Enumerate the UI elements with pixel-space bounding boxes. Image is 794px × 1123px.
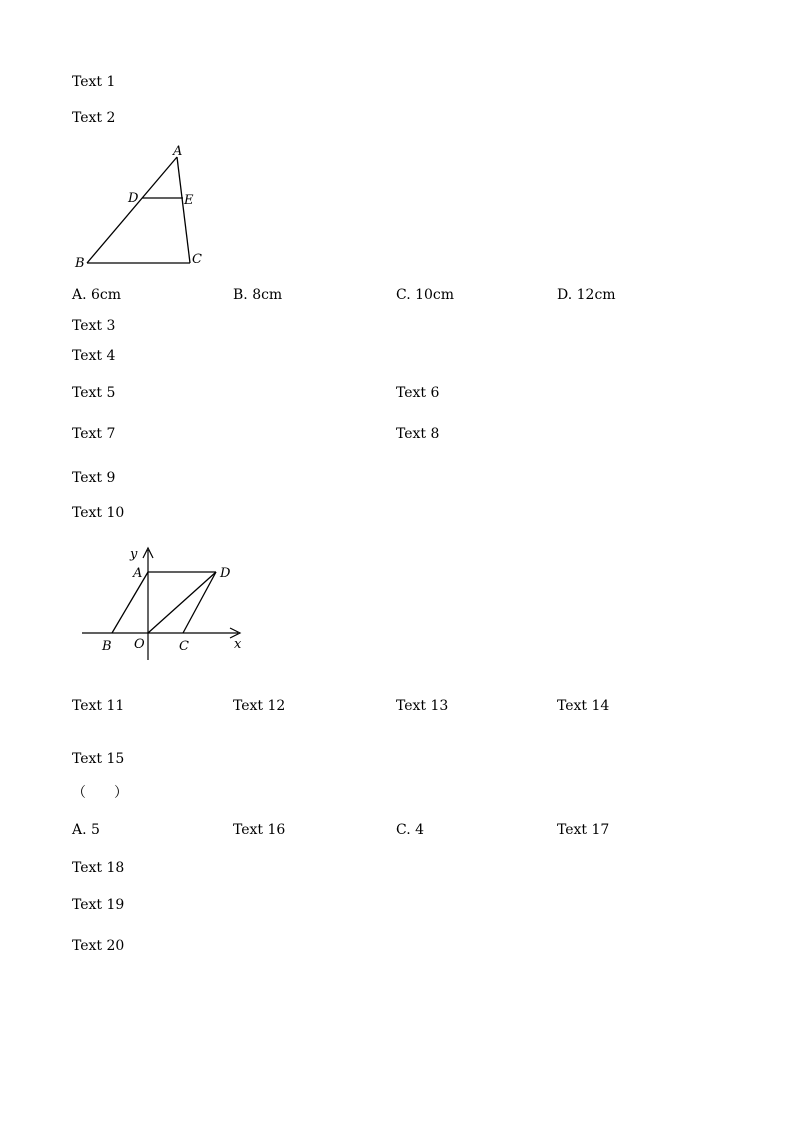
q9-text-line2: Text 19 xyxy=(72,897,125,913)
q5-option-c: C. 10cm xyxy=(396,287,455,303)
q7-side-ab xyxy=(112,572,148,633)
q5-label-c: C xyxy=(192,252,202,267)
q5-option-b: B. 8cm xyxy=(233,287,283,303)
q7-side-dc xyxy=(183,572,216,633)
q6-text-line1: Text 3 xyxy=(72,318,116,334)
q8-option-c: C. 4 xyxy=(396,822,425,838)
q7-rhombus-figure xyxy=(78,542,258,660)
q8-text-line2: （ ） xyxy=(72,785,128,801)
q7-label-c: C xyxy=(179,639,189,654)
q5-text-line1: Text 1 xyxy=(72,74,116,90)
q7-text-line2: Text 10 xyxy=(72,505,125,521)
q6-text-line2: Text 4 xyxy=(72,348,116,364)
q7-label-d: D xyxy=(220,566,231,581)
q7-label-a: A xyxy=(133,566,143,581)
q6-option-b: Text 6 xyxy=(396,385,440,401)
q7-text-line1: Text 9 xyxy=(72,470,116,486)
q5-label-a: A xyxy=(173,144,183,159)
q7-label-y: y xyxy=(130,547,138,562)
q5-side-ac xyxy=(177,157,190,263)
q5-triangle-figure xyxy=(70,140,220,270)
q5-label-d: D xyxy=(128,191,139,206)
q5-option-a: A. 6cm xyxy=(72,287,122,303)
q7-option-d: Text 14 xyxy=(557,698,610,714)
q5-label-b: B xyxy=(75,256,85,270)
q7-option-c: Text 13 xyxy=(396,698,449,714)
q8-text-line1: Text 15 xyxy=(72,751,125,767)
q6-option-a: Text 5 xyxy=(72,385,116,401)
q8-option-b: Text 16 xyxy=(233,822,286,838)
q7-segment-od xyxy=(148,572,216,633)
q8-option-d: Text 17 xyxy=(557,822,610,838)
q9-text-line3: Text 20 xyxy=(72,938,125,954)
q9-text-line1: Text 18 xyxy=(72,860,125,876)
q7-label-b: B xyxy=(102,639,112,654)
q6-option-c: Text 7 xyxy=(72,426,116,442)
q6-option-d: Text 8 xyxy=(396,426,440,442)
q7-label-o: O xyxy=(134,637,145,652)
q5-option-d: D. 12cm xyxy=(557,287,616,303)
q7-option-b: Text 12 xyxy=(233,698,286,714)
q8-option-a: A. 5 xyxy=(72,822,100,838)
q5-label-e: E xyxy=(184,193,194,208)
q5-text-line2: Text 2 xyxy=(72,110,116,126)
q7-option-a: Text 11 xyxy=(72,698,125,714)
q7-label-x: x xyxy=(234,637,242,652)
q5-side-ab xyxy=(87,157,177,263)
